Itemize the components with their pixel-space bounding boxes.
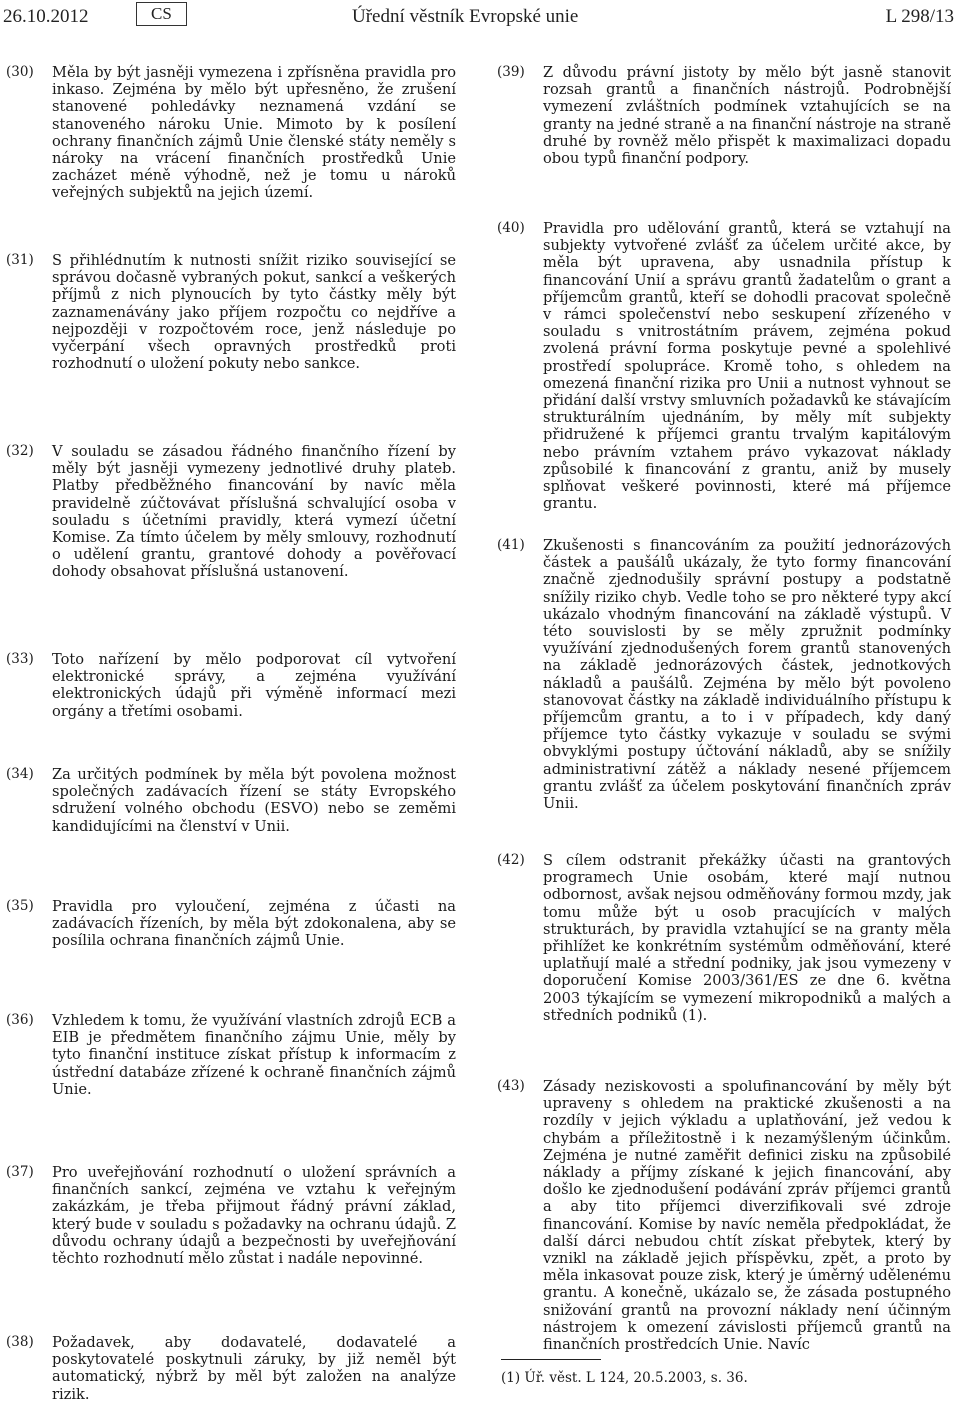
recital-text: S přihlédnutím k nutnosti snížit riziko související se správou dočasně vybraných pokut, sankcí a veškerých příjmů z nich plynoucích by tyto částky měly být zaznamenávány jako příjem rozpočtu co nejdříve a nejpozději v rozpočtovém roce, jenž následuje po vyčerpání všech opravných prostředků proti rozhodnutí o uložení pokuty nebo sankce.	[52, 252, 456, 373]
recital-text: S cílem odstranit překážky účasti na grantových programech Unie osobám, které mají nutnou odbornost, avšak nejsou odměňovány formou mzdy, jak tomu může být u osob pracujících v malých strukturách, by pravidla vztahující se na granty měla přihlížet ke konkrétním systémům odměňování, které uplatňují malé a střední podniky, jak jsou vymezeny v doporučení Komise 2003/361/ES ze dne 6. května 2003 týkajícím se vymezení mikropodniků a malých a středních podniků (1).	[543, 852, 951, 1024]
recital-number: (35)	[6, 898, 34, 914]
footnote-text: Úř. věst. L 124, 20.5.2003, s. 36.	[524, 1370, 748, 1386]
recital-text: Vzhledem k tomu, že využívání vlastních zdrojů ECB a EIB je předmětem finančního zájmu Unie, měly by tyto finanční instituce získat přístup k informacím z ústřední databáze zřízené k ochraně finančních zájmů Unie.	[52, 1012, 456, 1098]
recital-text: Požadavek, aby dodavatelé, dodavatelé a poskytovatelé poskytnuli záruky, by již neměl být automatický, nýbrž by měl být založen na analýze rizik.	[52, 1334, 456, 1403]
recital-33	[6, 651, 456, 720]
page-reference: L 298/13	[885, 6, 954, 27]
footnote-divider	[501, 1359, 601, 1360]
recital-number: (42)	[497, 852, 525, 868]
recital-text: Z důvodu právní jistoty by mělo být jasně stanovit rozsah grantů a finančních nástrojů. Podrobnější vymezení zvláštních podmínek vztahujících se na granty na jedné straně a na finanční nástroje na straně druhé by rovněž mělo přispět k maximalizaci dopadu obou typů finanční podpory.	[543, 64, 951, 168]
recital-number: (32)	[6, 443, 34, 459]
recital-text: V souladu se zásadou řádného finančního řízení by měly být jasněji vymezeny jednotlivé druhy plateb. Platby předběžného financování by navíc měla pravidelně zúčtovávat příslušná schvalující osoba v souladu s účetními pravidly, která vymezí účetní Komise. Za tímto účelem by měly smlouvy, rozhodnutí o udělení grantu, grantové dohody a pověřovací dohody obsahovat příslušná ustanovení.	[52, 443, 456, 581]
recital-number: (33)	[6, 651, 34, 667]
recital-34	[6, 766, 456, 835]
recital-number: (36)	[6, 1012, 34, 1028]
recital-number: (43)	[497, 1078, 525, 1094]
page-header	[0, 0, 960, 40]
recital-number: (38)	[6, 1334, 34, 1350]
recital-40	[497, 220, 951, 512]
recital-number: (39)	[497, 64, 525, 80]
recital-text: Pro uveřejňování rozhodnutí o uložení správních a finančních sankcí, zejména ve vztahu k veřejným zakázkám, je třeba přijmout řádný právní základ, který bude v souladu s požadavky na ochranu údajů. Z důvodu ochrany údajů a bezpečnosti by uveřejňování těchto rozhodnutí mělo zůstat i nadále nepovinné.	[52, 1164, 456, 1268]
recital-text: Toto nařízení by mělo podporovat cíl vytvoření elektronické správy, a zejména využívání elektronických údajů při výměně informací mezi orgány a třetími osobami.	[52, 651, 456, 720]
recital-text: Měla by být jasněji vymezena i zpřísněna pravidla pro inkaso. Zejména by mělo být upřesněno, že zrušení stanovené pohledávky neznamená vzdání se stanoveného nároku Unie. Mimoto by k posílení ochrany finančních zájmů Unie členské státy neměly s nároky na vrácení finančních prostředků Unie zacházet méně výhodně, než je tomu u nároků veřejných subjektů na jejich území.	[52, 64, 456, 202]
recital-number: (31)	[6, 252, 34, 268]
recital-number: (30)	[6, 64, 34, 80]
recital-number: (37)	[6, 1164, 34, 1180]
recital-36	[6, 1012, 456, 1098]
publication-date: 26.10.2012	[3, 6, 89, 27]
recital-number: (34)	[6, 766, 34, 782]
recital-text: Zkušenosti s financováním za použití jednorázových částek a paušálů ukázaly, že tyto formy financování značně zjednodušily správní postupy a podstatně snížily riziko chyb. Vedle toho se pro některé typy akcí ukázalo vhodným financování na základě výstupů. V této souvislosti by se měly zpružnit podmínky využívání zjednodušených forem grantů stanovených na základě jednorázových částek, jednotkových nákladů a paušálů. Zejména by mělo být povoleno stanovovat částky na základě individuálního přístupu k příjemcům grantu, a to i v případech, kdy daný příjemce tyto částky vykazuje v souladu se svými obvyklými postupy účtování nákladů, aby se snížily administrativní zátěž a náklady nesené příjemcem grantu zvlášť za účelem poskytování finančních zpráv Unii.	[543, 537, 951, 813]
recital-30	[6, 64, 456, 202]
recital-31	[6, 252, 456, 372]
recital-text: Za určitých podmínek by měla být povolena možnost společných zadávacích řízení se státy Evropského sdružení volného obchodu (ESVO) nebo se zeměmi kandidujícími na členství v Unii.	[52, 766, 456, 835]
recital-37	[6, 1164, 456, 1267]
language-badge: CS	[136, 2, 187, 26]
footnote-mark: (1)	[501, 1370, 521, 1386]
recital-35	[6, 898, 456, 950]
recital-number: (41)	[497, 537, 525, 553]
recital-43	[497, 1078, 951, 1353]
recital-text: Pravidla pro vyloučení, zejména z účasti na zadávacích řízeních, by měla být zdokonalena, aby se posílila ochrana finančních zájmů Unie.	[52, 898, 456, 950]
recital-41	[497, 537, 951, 812]
recital-text: Zásady neziskovosti a spolufinancování by měly být upraveny s ohledem na praktické zkušenosti a na rozdíly v jejich výkladu a uplatňování, jež vedou k chybám a příležitostně i k nezamýšleným účinkům. Zejména je nutné zaměřit definici zisku na způsobilé náklady a příjmy získané k jejich financování, aby došlo ke zjednodušení podávání zpráv příjemci grantů a aby tito příjemci diverzifikovali své zdroje financování. Komise by navíc neměla předpokládat, že další dárci nebudou chtít získat přebytek, který by vznikl na základě jejich příspěvku, zpět, a proto by měla inkasovat pouze zisk, který je úměrný udělenému grantu. A konečně, ukázalo se, že zásada postupného snižování grantů na provozní náklady není účinným nástrojem k omezení závislosti příjemců grantů na finančních prostředcích Unie. Navíc	[543, 1078, 951, 1354]
recital-number: (40)	[497, 220, 525, 236]
recital-text: Pravidla pro udělování grantů, která se vztahují na subjekty vytvořené zvlášť za účelem určité akce, by měla být upravena, aby usnadnila přístup k financování Unií a správu grantů žadatelům o grant a příjemcům grantů, kteří se dohodli pracovat společně v rámci společenství nebo seskupení zřízeného v souladu s vnitrostátním právem, zejména pokud zvolená právní forma poskytuje pevné a spolehlivé prostředí spolupráce. Kromě toho, s ohledem na omezená finanční rizika pro Unii a nutnost vyhnout se přidání další vrstvy smluvních požadavků ke stávajícím strukturálním ujednáním, by měly mít subjekty přidružené k příjemci grantu trvalým kapitálovým nebo právním vztahem právo vykazovat náklady způsobilé k financování z grantu, aniž by musely splňovat veškeré povinnosti, které má příjemce grantu.	[543, 220, 951, 513]
footnote	[501, 1370, 748, 1386]
recital-42	[497, 852, 951, 1024]
recital-38	[6, 1334, 456, 1403]
recital-32	[6, 443, 456, 581]
recital-39	[497, 64, 951, 167]
journal-title: Úřední věstník Evropské unie	[352, 6, 579, 27]
